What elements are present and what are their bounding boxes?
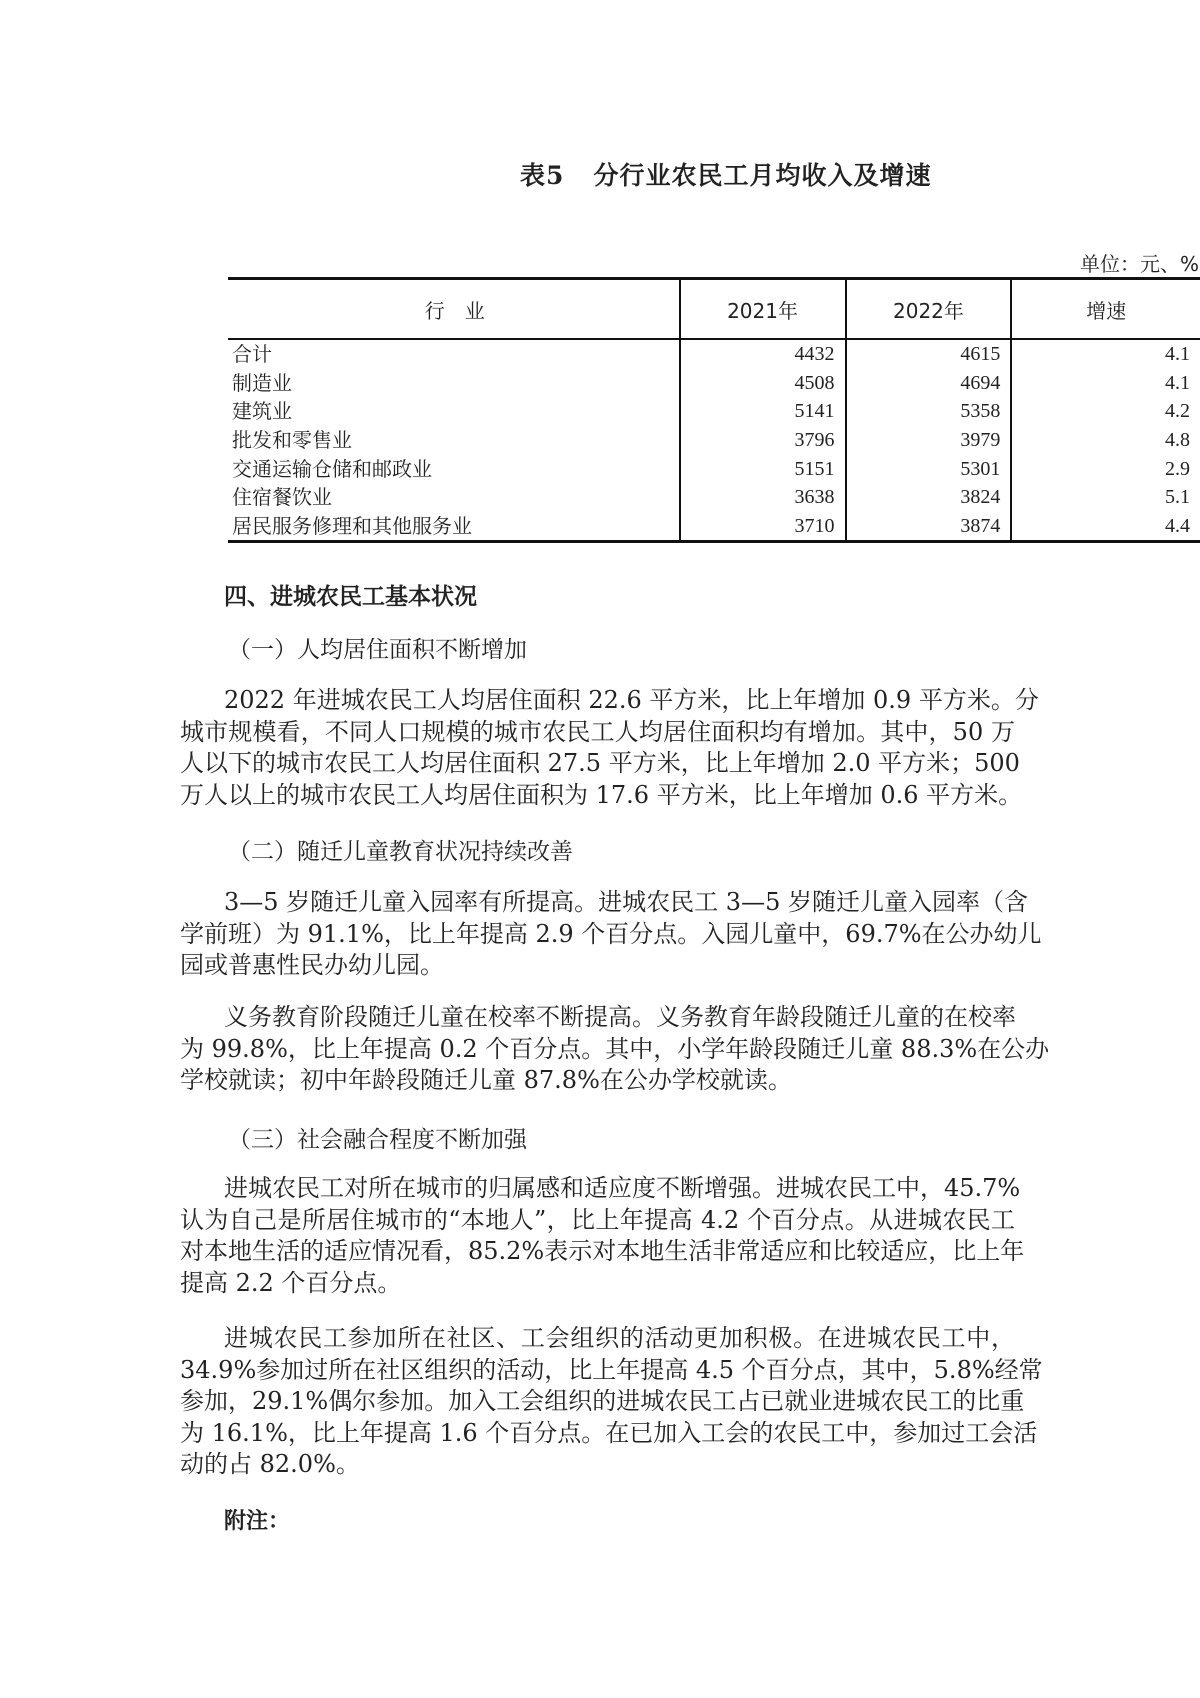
cell-industry: 制造业: [232, 370, 292, 395]
cell-value-2022: 5301: [846, 454, 1012, 483]
paragraph-line: 万人以上的城市农民工人均居住面积为 17.6 平方米，比上年增加 0.6 平方米。: [180, 780, 1023, 809]
cell-growth: 4.2: [1011, 397, 1200, 426]
cell-value-2021: 3638: [680, 483, 846, 512]
cell-industry: 住宿餐饮业: [232, 485, 332, 510]
paragraph-line: 学校就读；初中年龄段随迁儿童 87.8%在公办学校就读。: [180, 1066, 792, 1094]
cell-growth: 5.1: [1011, 483, 1200, 512]
table-header-row: [228, 279, 1200, 340]
header-2021: 2021年: [680, 279, 846, 340]
paragraph-line: 园或普惠性民办幼儿园。: [180, 951, 444, 979]
table-row: [228, 369, 1200, 398]
subheading-1: （一）人均居住面积不断增加: [228, 637, 527, 663]
cell-value-2022: 3874: [846, 512, 1012, 542]
table-unit: 单位：元、%: [1080, 252, 1200, 276]
paragraph-line: 认为自己是所居住城市的“本地人”，比上年提高 4.2 个百分点。从进城农民工: [180, 1205, 1015, 1234]
paragraph-line: 提高 2.2 个百分点。: [180, 1268, 402, 1297]
cell-value-2022: 4615: [846, 339, 1012, 369]
paragraph-line: 2022 年进城农民工人均居住面积 22.6 平方米，比上年增加 0.9 平方米。分: [224, 686, 1039, 714]
cell-growth: 4.4: [1011, 512, 1200, 542]
table-row: [228, 426, 1200, 455]
table-row: [228, 339, 1200, 369]
cell-value-2021: 3710: [680, 512, 846, 542]
paragraph-line: 城市规模看，不同人口规模的城市农民工人均居住面积均有增加。其中，50 万: [180, 717, 1015, 746]
paragraph-line: 对本地生活的适应情况看，85.2%表示对本地生活非常适应和比较适应，比上年: [180, 1237, 1025, 1265]
cell-value-2021: 4508: [680, 369, 846, 398]
cell-value-2021: 5141: [680, 397, 846, 426]
cell-industry: 批发和零售业: [232, 428, 352, 453]
cell-value-2021: 5151: [680, 454, 846, 483]
paragraph-5: [180, 1323, 1043, 1481]
cell-value-2021: 4432: [680, 339, 846, 369]
cell-industry: 合计: [232, 342, 272, 367]
cell-industry: 建筑业: [232, 399, 292, 424]
paragraph-line: 义务教育阶段随迁儿童在校率不断提高。义务教育年龄段随迁儿童的在校率: [224, 1003, 1016, 1031]
paragraph-line: 3—5 岁随迁儿童入园率有所提高。进城农民工 3—5 岁随迁儿童入园率（含: [224, 888, 1028, 916]
header-2022: 2022年: [846, 279, 1012, 340]
section-heading: 四、进城农民工基本状况: [224, 584, 477, 610]
paragraph-line: 为 16.1%，比上年提高 1.6 个百分点。在已加入工会的农民工中，参加过工会活: [180, 1418, 1038, 1447]
paragraph-3: [180, 1002, 1050, 1097]
paragraph-line: 进城农民工对所在城市的归属感和适应度不断增强。进城农民工中，45.7%: [224, 1174, 1021, 1202]
paragraph-line: 人以下的城市农民工人均居住面积 27.5 平方米，比上年增加 2.0 平方米；500: [180, 749, 1020, 777]
cell-value-2021: 3796: [680, 426, 846, 455]
paragraph-2: [180, 887, 1042, 982]
cell-growth: 4.8: [1011, 426, 1200, 455]
cell-growth: 2.9: [1011, 454, 1200, 483]
paragraph-line: 为 99.8%，比上年提高 0.2 个百分点。其中，小学年龄段随迁儿童 88.3%在公办: [180, 1034, 1050, 1063]
note-heading: 附注：: [224, 1508, 291, 1534]
paragraph-line: 参加，29.1%偶尔参加。加入工会组织的进城农民工占已就业进城农民工的比重: [180, 1387, 1025, 1415]
paragraph-1: [180, 685, 1039, 811]
cell-value-2022: 4694: [846, 369, 1012, 398]
table-row: [228, 397, 1200, 426]
cell-value-2022: 3824: [846, 483, 1012, 512]
header-industry: 行 业: [228, 279, 680, 340]
header-growth: 增速: [1011, 279, 1200, 340]
paragraph-line: 进城农民工参加所在社区、工会组织的活动更加积极。在进城农民工中，: [224, 1324, 1015, 1352]
table-row: [228, 454, 1200, 483]
cell-growth: 4.1: [1011, 339, 1200, 369]
paragraph-4: [180, 1173, 1025, 1299]
table-row: [228, 483, 1200, 512]
paragraph-line: 动的占 82.0%。: [180, 1450, 360, 1478]
cell-growth: 4.1: [1011, 369, 1200, 398]
subheading-3: （三）社会融合程度不断加强: [228, 1127, 527, 1153]
paragraph-line: 学前班）为 91.1%，比上年提高 2.9 个百分点。入园儿童中，69.7%在公办幼儿: [180, 919, 1042, 948]
cell-value-2022: 3979: [846, 426, 1012, 455]
cell-industry: 交通运输仓储和邮政业: [232, 456, 432, 481]
cell-industry: 居民服务修理和其他服务业: [228, 512, 680, 542]
cell-value-2022: 5358: [846, 397, 1012, 426]
paragraph-line: 34.9%参加过所在社区组织的活动，比上年提高 4.5 个百分点，其中，5.8%经常: [180, 1355, 1043, 1384]
table-title: 表5 分行业农民工月均收入及增速: [520, 161, 932, 190]
income-table: [228, 277, 1200, 543]
table-row: [228, 512, 1200, 542]
subheading-2: （二）随迁儿童教育状况持续改善: [228, 839, 573, 865]
